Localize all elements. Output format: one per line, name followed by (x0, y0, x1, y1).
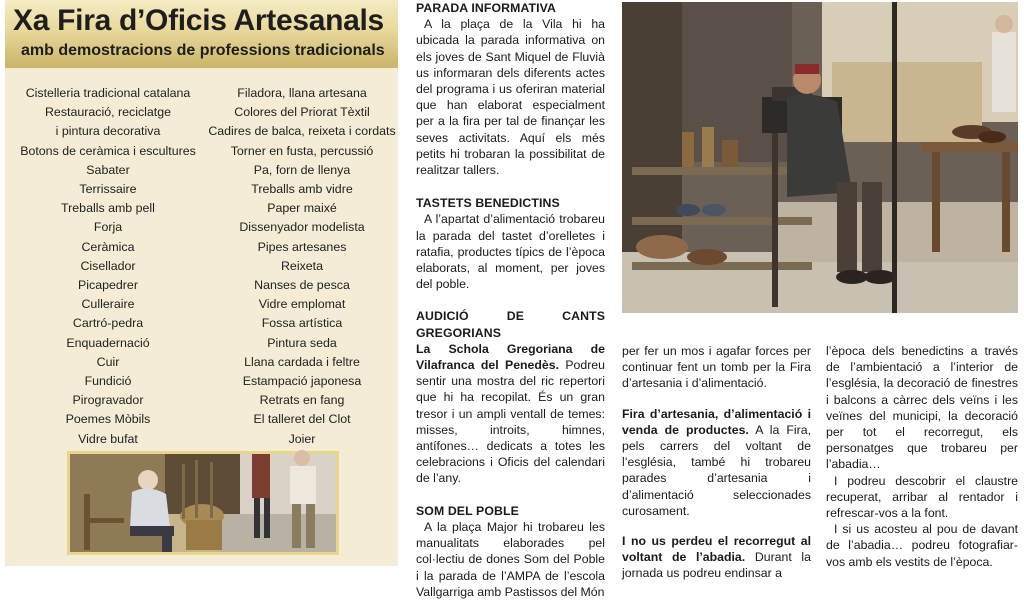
title-banner (5, 0, 398, 68)
craft-item: Culleraire (81, 297, 135, 312)
craft-item: Nanses de pesca (254, 278, 350, 293)
heading-parada-informativa: PARADA INFORMATIVA (416, 1, 557, 15)
paragraph-som-del-poble: A la plaça Major hi trobareu les manualitats elaborades pel col·lectiu de dones Som del Poble i la parada de l’AMPA de l’escola Vallgarriga amb Pastissos del Món (416, 519, 605, 599)
schola-lead: La Schola Gregoriana de Vilafranca del Penedès. (416, 341, 605, 373)
craft-item: Estampació japonesa (242, 374, 362, 389)
craft-item: Paper maixé (267, 201, 337, 216)
craft-item: Cisellador (80, 258, 136, 273)
craft-item: Pintura seda (267, 335, 337, 350)
craft-item: Dissenyador modelista (239, 220, 365, 235)
heading-som-del-poble: SOM DEL POBLE (416, 503, 519, 518)
craft-item: El talleret del Clot (253, 412, 351, 427)
craft-item: Botons de ceràmica i escultures (20, 143, 196, 158)
craft-item: Cuir (96, 354, 120, 369)
paragraph-epoca-benedictins: l’època dels benedictins a través de l’ambientació a l’interior de l’església, la decoració de finestres i balcons a càrrec dels veïns i les veïnes del municipi, la decoració per tot el recorregut, els personatges que trobareu per l’abadia… (826, 344, 1018, 472)
craft-item: i pintura decorativa (55, 124, 161, 139)
craft-item: Treballs amb vidre (251, 182, 353, 197)
artisan-photo (67, 451, 339, 555)
craft-item: Sabater (86, 162, 130, 177)
paragraph-pou: I si us acosteu al pou de davant de l’abadia… podreu fotografiar-vos amb els vestits de l’època. (826, 522, 1018, 569)
crafts-box (5, 0, 398, 566)
recorregut-text: Durant la jornada us podreu endinsar a (622, 550, 811, 581)
craft-item: Cadires de balca, reixeta i cordats (208, 124, 396, 139)
craft-item: Terrissaire (79, 182, 137, 197)
craft-item: Torner en fusta, percussió (230, 143, 374, 158)
craft-item: Vidre emplomat (258, 297, 346, 312)
heading-cants-gregorians: AUDICIÓ DE CANTS GREGORIANS (416, 309, 605, 340)
craft-item: Forja (93, 220, 123, 235)
paragraph-cants-gregorians (416, 341, 605, 487)
craft-item: Cistelleria tradicional catalana (25, 86, 191, 100)
craft-item: Llana cardada i feltre (244, 354, 360, 369)
craft-item: Pirogravador (72, 393, 144, 408)
paragraph-fira-artesania (622, 406, 811, 519)
recorregut-lead: I no us perdeu el recorregut al voltant de l’abadia. (622, 534, 811, 565)
fira-lead: Fira d’artesania, d’alimentació i venda de productes. (622, 406, 811, 437)
craft-item: Ceràmica (81, 239, 135, 254)
paragraph-claustre: I podreu descobrir el claustre recuperat, arribar al rentador i refrescar-vos a la font. (826, 473, 1018, 521)
fair-subtitle: amb demostracions de professions tradicionals (21, 42, 385, 59)
fair-title: Xa Fira d’Oficis Artesanals (13, 4, 384, 37)
fira-text: A la Fira, pels carrers del voltant de l’església, també hi trobareu parades d’artesania i d’alimentació seleccionades curosament. (622, 422, 811, 518)
crafts-list-left (13, 84, 203, 449)
article-column-2 (622, 343, 811, 582)
craft-item: Retrats en fang (259, 393, 345, 408)
craft-item: Poemes Mòbils (65, 412, 151, 427)
paragraph-parada-informativa: A la plaça de la Vila hi ha ubicada la parada informativa on els joves de Sant Miquel de Fluvià us informaran dels diferents actes del programa i us oferiran material que han elaborat especialment per a la fira per tal de finançar les seves activitats. Aquí els més petits hi trobaran la possibilitat de realitzar tallers. (416, 17, 605, 178)
craft-item: Reixeta (280, 258, 323, 273)
craft-item: Filadora, llana artesana (237, 86, 367, 100)
article-column-3 (826, 343, 1018, 570)
heading-tastets-benedictins: TASTETS BENEDICTINS (416, 196, 560, 211)
craft-item: Colores del Priorat Tèxtil (234, 105, 370, 120)
crafts-list-right (207, 84, 397, 449)
craft-item: Enquadernació (66, 335, 150, 350)
craft-item: Picapedrer (78, 278, 138, 293)
craft-item: Pa, forn de llenya (253, 162, 351, 177)
craft-item: Cartró-pedra (72, 316, 144, 331)
paragraph-tastets-benedictins: A l’apartat d’alimentació trobareu la parada del tastet d’orelletes i ratafia, productes típics de l’època elaborats, al moment, per joves del poble. (416, 212, 605, 292)
craft-item: Vidre bufat (78, 431, 138, 446)
craft-item: Pipes artesanes (257, 239, 347, 254)
paragraph-mos: per fer un mos i agafar forces per continuar fent un tomb per la Fira d’artesania i d’alimentació. (622, 344, 811, 391)
schola-text: Podreu sentir una mostra del ric repertori que hi ha recopilat. És un gran tresor i un ampli ventall de temes: misses, introits, himnes, antífones… dedicats a totes les celebracions i Oficis del calendari de l’any. (416, 358, 605, 486)
shoemaker-photo (622, 2, 1018, 313)
craft-item: Joier (288, 431, 316, 446)
craft-item: Fossa artística (261, 316, 343, 331)
craft-item: Fundició (84, 374, 132, 389)
paragraph-recorregut (622, 533, 811, 582)
craft-item: Treballs amb pell (61, 201, 155, 216)
article-column-1 (416, 0, 605, 600)
craft-item: Restauració, reciclatge (44, 105, 172, 120)
